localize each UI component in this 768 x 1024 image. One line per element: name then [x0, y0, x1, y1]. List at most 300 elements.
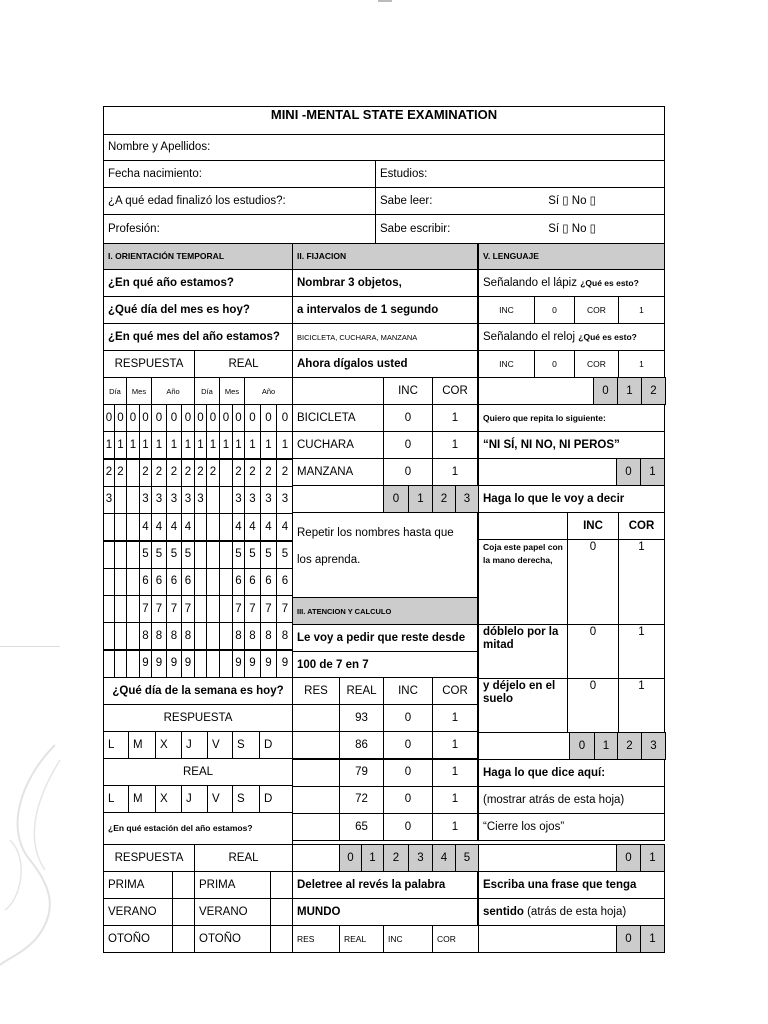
digit-cell[interactable]: 5	[244, 541, 261, 569]
attention-score-option[interactable]: 2	[383, 844, 409, 872]
digit-cell[interactable]	[219, 486, 233, 514]
digit-cell[interactable]: 0	[194, 404, 207, 432]
res-answer-cell[interactable]	[292, 704, 340, 732]
weekday-option[interactable]: S	[232, 731, 260, 759]
digit-cell[interactable]: 2	[139, 459, 152, 487]
weekday-option[interactable]: D	[259, 731, 294, 759]
digit-cell[interactable]: 3	[232, 486, 245, 514]
digit-cell[interactable]: 0	[232, 404, 245, 432]
name-field[interactable]: Nombre y Apellidos:	[103, 134, 665, 161]
digit-cell[interactable]: 0	[206, 404, 220, 432]
digit-cell[interactable]: 6	[244, 568, 261, 596]
digit-cell[interactable]: 1	[151, 431, 167, 459]
cor-score[interactable]: 1	[432, 786, 478, 814]
weekday-option[interactable]: L	[103, 785, 129, 813]
command-drop: y déjelo en el suelo	[478, 678, 568, 733]
digit-cell[interactable]: 7	[139, 595, 152, 623]
digit-cell[interactable]	[126, 513, 140, 541]
digit-cell[interactable]: 1	[139, 431, 152, 459]
inc-score[interactable]: 0	[383, 431, 433, 459]
digit-cell[interactable]: 2	[232, 459, 245, 487]
inc-score[interactable]: 0	[383, 786, 433, 814]
season-checkbox[interactable]	[172, 871, 195, 899]
weekday-option[interactable]: D	[259, 785, 294, 813]
res-answer-cell[interactable]	[292, 731, 340, 759]
what-question: ¿Qué es esto?	[580, 277, 639, 288]
cor-score[interactable]: 1	[432, 731, 478, 759]
inc-header: INC	[383, 677, 433, 705]
inc-score[interactable]: 0	[383, 731, 433, 759]
attention-line-2: 100 de 7 en 7	[292, 651, 478, 679]
blank-cell	[478, 512, 568, 540]
can-write-label: Sabe escribir:	[380, 222, 451, 235]
digit-cell[interactable]: 0	[244, 404, 261, 432]
digit-cell[interactable]	[126, 459, 140, 487]
cor-score[interactable]: 1	[432, 458, 478, 486]
section-title-orientation: I. ORIENTACIÓN TEMPORAL	[103, 243, 293, 270]
blank-cell	[292, 485, 384, 513]
real-header: REAL	[194, 844, 293, 872]
writing-score-option[interactable]: 1	[640, 925, 665, 953]
weekday-option[interactable]: L	[103, 731, 129, 759]
blank-cell	[478, 925, 617, 953]
season-option[interactable]: OTOÑO	[103, 925, 173, 953]
digit-cell[interactable]: 1	[126, 431, 140, 459]
season-checkbox[interactable]	[270, 871, 293, 899]
inc-score[interactable]: 0	[534, 296, 575, 324]
profession-field[interactable]: Profesión:	[103, 214, 376, 244]
digit-cell[interactable]: 3	[276, 486, 294, 514]
digit-cell[interactable]: 4	[232, 513, 245, 541]
season-option[interactable]: OTOÑO	[194, 925, 271, 953]
reading-note: (mostrar atrás de esta hoja)	[478, 786, 665, 814]
respuesta-header: RESPUESTA	[103, 704, 293, 732]
digit-cell[interactable]: 8	[166, 622, 182, 650]
res-header: RES	[292, 925, 340, 953]
cor-score[interactable]: 1	[618, 539, 665, 625]
col-header-day: Día	[194, 377, 220, 405]
digit-cell[interactable]: 0	[181, 404, 195, 432]
digit-cell[interactable]: 9	[139, 650, 152, 678]
reading-instruction: Haga lo que dice aquí:	[478, 759, 665, 787]
season-option[interactable]: VERANO	[194, 898, 271, 926]
weekday-option[interactable]: V	[207, 731, 233, 759]
naming-score-option[interactable]: 1	[617, 377, 642, 405]
decorative-swirl-icon	[0, 740, 70, 970]
question-year: ¿En qué año estamos?	[103, 269, 293, 297]
blank-cell	[478, 377, 594, 405]
season-checkbox[interactable]	[270, 898, 293, 926]
section-title-attention: III. ATENCION Y CALCULO	[292, 597, 478, 625]
decorative-line	[0, 646, 60, 647]
writing-note-text: (atrás de esta hoja)	[527, 905, 627, 918]
pencil-instruction	[478, 269, 665, 297]
digit-cell[interactable]	[206, 541, 220, 569]
digit-cell[interactable]: 3	[139, 486, 152, 514]
digit-cell[interactable]	[126, 595, 140, 623]
cor-header: COR	[574, 350, 619, 378]
object-name: CUCHARA	[292, 431, 384, 459]
attention-line-1: Le voy a pedir que reste desde	[292, 624, 478, 652]
section-title-fixation: II. FIJACION	[292, 243, 478, 270]
res-answer-cell[interactable]	[292, 813, 340, 841]
digit-cell[interactable]: 2	[206, 459, 220, 487]
digit-cell[interactable]	[126, 622, 140, 650]
repeat-line-1: Repetir los nombres hasta que	[297, 527, 454, 539]
inc-score[interactable]: 0	[567, 678, 619, 733]
digit-cell[interactable]: 9	[151, 650, 167, 678]
writing-note	[478, 898, 665, 926]
fixation-line-2: a intervalos de 1 segundo	[292, 296, 478, 324]
res-header: RES	[292, 677, 340, 705]
digit-cell[interactable]: 4	[244, 513, 261, 541]
digit-cell[interactable]: 4	[166, 513, 182, 541]
digit-cell[interactable]: 3	[260, 486, 277, 514]
digit-cell[interactable]: 7	[166, 595, 182, 623]
digit-cell[interactable]	[219, 595, 233, 623]
cor-score[interactable]: 1	[432, 431, 478, 459]
digit-cell[interactable]: 4	[139, 513, 152, 541]
digit-cell[interactable]: 3	[103, 486, 115, 514]
col-header-day: Día	[103, 377, 127, 405]
can-read-options[interactable]: Sí ▯ No ▯	[548, 194, 596, 207]
command-score-option[interactable]: 0	[569, 732, 595, 760]
spell-word: MUNDO	[292, 898, 478, 926]
cor-score[interactable]: 1	[618, 624, 665, 679]
fixation-score-option[interactable]: 3	[455, 485, 479, 513]
digit-cell[interactable]: 0	[219, 404, 233, 432]
naming-score-option[interactable]: 2	[641, 377, 666, 405]
object-name: MANZANA	[292, 458, 384, 486]
can-write-options[interactable]: Sí ▯ No ▯	[548, 222, 596, 235]
digit-cell[interactable]: 7	[181, 595, 195, 623]
command-score-option[interactable]: 1	[594, 732, 618, 760]
digit-cell[interactable]: 6	[276, 568, 294, 596]
cor-header: COR	[574, 296, 619, 324]
inc-header: INC	[478, 296, 535, 324]
digit-cell[interactable]: 7	[232, 595, 245, 623]
weekday-option[interactable]: X	[155, 785, 182, 813]
pencil-label: Señalando el lápiz	[483, 276, 577, 289]
digit-cell[interactable]	[126, 541, 140, 569]
digit-cell[interactable]: 1	[260, 431, 277, 459]
clock-label: Señalando el reloj	[483, 330, 576, 343]
digit-cell[interactable]	[219, 541, 233, 569]
digit-cell[interactable]: 1	[244, 431, 261, 459]
digit-cell[interactable]: 7	[276, 595, 294, 623]
fixation-instruction: Ahora dígalos usted	[292, 350, 478, 378]
digit-cell[interactable]: 9	[260, 650, 277, 678]
digit-cell[interactable]: 9	[232, 650, 245, 678]
cor-score[interactable]: 1	[618, 296, 665, 324]
weekday-option[interactable]: J	[181, 731, 208, 759]
digit-cell[interactable]: 6	[181, 568, 195, 596]
cor-header: COR	[432, 677, 478, 705]
digit-cell[interactable]: 2	[181, 459, 195, 487]
digit-cell[interactable]: 2	[151, 459, 167, 487]
digit-cell[interactable]	[219, 650, 233, 678]
digit-cell[interactable]: 0	[114, 404, 127, 432]
fixation-line-1: Nombrar 3 objetos,	[292, 269, 478, 297]
digit-cell[interactable]	[206, 622, 220, 650]
question-weekday: ¿Qué día de la semana es hoy?	[103, 677, 293, 705]
digit-cell[interactable]	[206, 486, 220, 514]
inc-score[interactable]: 0	[383, 759, 433, 787]
digit-cell[interactable]: 3	[151, 486, 167, 514]
fixation-score-option[interactable]: 0	[383, 485, 409, 513]
digit-cell[interactable]: 0	[139, 404, 152, 432]
res-answer-cell[interactable]	[292, 759, 340, 787]
digit-cell[interactable]: 3	[166, 486, 182, 514]
digit-cell[interactable]: 6	[139, 568, 152, 596]
cor-score[interactable]: 1	[618, 678, 665, 733]
writing-instruction: Escriba una frase que tenga	[478, 871, 665, 899]
object-name: BICICLETA	[292, 404, 384, 432]
fixation-objects: BICICLETA, CUCHARA, MANZANA	[292, 323, 478, 351]
weekday-option[interactable]: S	[232, 785, 260, 813]
digit-cell[interactable]: 1	[181, 431, 195, 459]
can-read-field[interactable]	[375, 187, 665, 215]
digit-cell[interactable]: 0	[103, 404, 115, 432]
digit-cell[interactable]: 2	[194, 459, 207, 487]
fixation-score-option[interactable]: 2	[432, 485, 456, 513]
digit-cell[interactable]: 6	[166, 568, 182, 596]
digit-cell[interactable]: 3	[181, 486, 195, 514]
digit-cell[interactable]: 9	[244, 650, 261, 678]
command-instruction: Haga lo que le voy a decir	[478, 485, 665, 513]
digit-cell[interactable]: 4	[260, 513, 277, 541]
subtraction-value: 79	[339, 759, 384, 787]
digit-cell[interactable]: 0	[260, 404, 277, 432]
subtraction-value: 72	[339, 786, 384, 814]
question-month: ¿En qué mes del año estamos?	[103, 323, 293, 351]
subtraction-value: 93	[339, 704, 384, 732]
question-season: ¿En qué estación del año estamos?	[103, 812, 293, 845]
digit-cell[interactable]	[206, 650, 220, 678]
digit-cell[interactable]: 2	[166, 459, 182, 487]
digit-cell[interactable]	[219, 459, 233, 487]
respuesta-header: RESPUESTA	[103, 350, 195, 378]
digit-cell[interactable]: 1	[194, 431, 207, 459]
inc-score[interactable]: 0	[383, 813, 433, 841]
blank-cell	[292, 377, 384, 405]
digit-cell[interactable]: 3	[194, 486, 207, 514]
blank-cell	[478, 732, 570, 760]
digit-cell[interactable]: 3	[244, 486, 261, 514]
digit-cell[interactable]: 1	[114, 431, 127, 459]
inc-header: INC	[478, 350, 535, 378]
naming-score-option[interactable]: 0	[593, 377, 618, 405]
cor-score[interactable]: 1	[432, 704, 478, 732]
digit-cell[interactable]: 4	[181, 513, 195, 541]
can-write-field[interactable]	[375, 214, 665, 244]
cor-header: COR	[432, 925, 479, 953]
inc-score[interactable]: 0	[383, 704, 433, 732]
digit-cell[interactable]: 7	[260, 595, 277, 623]
digit-cell[interactable]: 5	[139, 541, 152, 569]
inc-header: INC	[383, 925, 433, 953]
digit-cell[interactable]: 7	[151, 595, 167, 623]
attention-score-option[interactable]: 5	[455, 844, 479, 872]
section-title-language: V. LENGUAJE	[478, 243, 665, 270]
digit-cell[interactable]: 8	[260, 622, 277, 650]
digit-cell[interactable]: 6	[151, 568, 167, 596]
inc-score[interactable]: 0	[567, 624, 619, 679]
spell-instruction: Deletree al revés la palabra	[292, 871, 478, 899]
digit-cell[interactable]: 4	[276, 513, 294, 541]
digit-cell[interactable]: 5	[276, 541, 294, 569]
digit-cell[interactable]: 0	[151, 404, 167, 432]
writing-score-option[interactable]: 0	[616, 925, 641, 953]
subtraction-value: 65	[339, 813, 384, 841]
digit-cell[interactable]: 4	[151, 513, 167, 541]
reading-score-option[interactable]: 0	[616, 844, 641, 872]
digit-cell[interactable]: 8	[151, 622, 167, 650]
digit-cell[interactable]: 1	[219, 431, 233, 459]
digit-cell[interactable]: 0	[276, 404, 294, 432]
real-header: REAL	[339, 925, 384, 953]
real-header: REAL	[103, 758, 293, 786]
question-day-of-month: ¿Qué día del mes es hoy?	[103, 296, 293, 324]
digit-cell[interactable]: 1	[206, 431, 220, 459]
what-question: ¿Qué es esto?	[578, 331, 637, 342]
season-option[interactable]: VERANO	[103, 898, 173, 926]
digit-cell[interactable]	[126, 486, 140, 514]
digit-cell[interactable]	[206, 513, 220, 541]
weekday-option[interactable]: X	[155, 731, 182, 759]
can-read-label: Sabe leer:	[380, 194, 433, 207]
col-header-year: Año	[244, 377, 293, 405]
command-fold: dóblelo por la mitad	[478, 624, 568, 679]
digit-cell[interactable]: 7	[244, 595, 261, 623]
repeat-instruction: Quiero que repita lo siguiente:	[478, 404, 665, 432]
season-checkbox[interactable]	[270, 925, 293, 953]
weekday-option[interactable]: J	[181, 785, 208, 813]
command-score-option[interactable]: 2	[617, 732, 642, 760]
digit-cell[interactable]: 6	[232, 568, 245, 596]
season-checkbox[interactable]	[172, 898, 195, 926]
digit-cell[interactable]: 1	[232, 431, 245, 459]
inc-header: INC	[567, 512, 619, 540]
digit-cell[interactable]: 5	[260, 541, 277, 569]
respuesta-header: RESPUESTA	[103, 844, 195, 872]
inc-score[interactable]: 0	[383, 404, 433, 432]
digit-cell[interactable]: 1	[276, 431, 294, 459]
col-header-month: Mes	[126, 377, 152, 405]
top-mark	[378, 0, 392, 2]
subtraction-value: 86	[339, 731, 384, 759]
repeat-phrase: “NI SÍ, NI NO, NI PEROS”	[478, 431, 665, 459]
digit-cell[interactable]: 8	[232, 622, 245, 650]
season-option[interactable]: PRIMA	[194, 871, 271, 899]
reading-phrase: “Cierre los ojos”	[478, 813, 665, 841]
digit-cell[interactable]: 9	[166, 650, 182, 678]
digit-cell[interactable]: 5	[151, 541, 167, 569]
digit-cell[interactable]: 8	[244, 622, 261, 650]
cor-header: COR	[618, 512, 665, 540]
digit-cell[interactable]: 8	[276, 622, 294, 650]
season-checkbox[interactable]	[172, 925, 195, 953]
digit-cell[interactable]: 8	[181, 622, 195, 650]
col-header-year: Año	[151, 377, 195, 405]
attention-score-option[interactable]: 3	[408, 844, 433, 872]
command-take-paper: Coja este papel con la mano derecha,	[478, 539, 568, 625]
blank-cell	[478, 458, 617, 486]
cor-score[interactable]: 1	[432, 813, 478, 841]
digit-cell[interactable]: 2	[103, 459, 115, 487]
command-score-option[interactable]: 3	[641, 732, 666, 760]
digit-cell[interactable]	[206, 568, 220, 596]
digit-cell[interactable]: 2	[244, 459, 261, 487]
digit-cell[interactable]: 1	[103, 431, 115, 459]
attention-score-option[interactable]: 0	[339, 844, 362, 872]
digit-cell[interactable]: 5	[166, 541, 182, 569]
digit-cell[interactable]: 6	[260, 568, 277, 596]
cor-score[interactable]: 1	[432, 404, 478, 432]
blank-cell	[478, 844, 617, 872]
cor-score[interactable]: 1	[618, 350, 665, 378]
writing-sentido: sentido	[483, 905, 524, 918]
inc-score[interactable]: 0	[534, 350, 575, 378]
digit-cell[interactable]	[126, 650, 140, 678]
cor-header: COR	[432, 377, 478, 405]
digit-cell[interactable]	[219, 622, 233, 650]
digit-cell[interactable]	[126, 568, 140, 596]
repeat-score-option[interactable]: 1	[640, 458, 665, 486]
digit-cell[interactable]: 9	[181, 650, 195, 678]
weekday-option[interactable]: M	[128, 785, 156, 813]
inc-score[interactable]: 0	[567, 539, 619, 625]
digit-cell[interactable]	[206, 595, 220, 623]
attention-score-option[interactable]: 1	[361, 844, 384, 872]
repeat-score-option[interactable]: 0	[616, 458, 641, 486]
attention-score-option[interactable]: 4	[432, 844, 456, 872]
res-answer-cell[interactable]	[292, 786, 340, 814]
fixation-score-option[interactable]: 1	[408, 485, 433, 513]
clock-instruction	[478, 323, 665, 351]
digit-cell[interactable]	[219, 568, 233, 596]
mmse-form	[103, 106, 665, 952]
digit-cell[interactable]: 5	[232, 541, 245, 569]
weekday-option[interactable]: V	[207, 785, 233, 813]
repeat-instruction	[292, 512, 478, 598]
study-age-field[interactable]: ¿A qué edad finalizó los estudios?:	[103, 187, 376, 215]
digit-cell[interactable]: 2	[114, 459, 127, 487]
digit-cell[interactable]: 8	[139, 622, 152, 650]
real-header: REAL	[194, 350, 293, 378]
digit-cell[interactable]: 0	[126, 404, 140, 432]
digit-cell[interactable]: 1	[166, 431, 182, 459]
studies-field[interactable]: Estudios:	[375, 160, 665, 188]
weekday-option[interactable]: M	[128, 731, 156, 759]
digit-cell[interactable]	[219, 513, 233, 541]
blank-cell	[292, 844, 340, 872]
birthdate-field[interactable]: Fecha nacimiento:	[103, 160, 376, 188]
digit-cell[interactable]: 2	[260, 459, 277, 487]
digit-cell[interactable]: 2	[276, 459, 294, 487]
form-title: MINI -MENTAL STATE EXAMINATION	[103, 106, 665, 135]
digit-cell[interactable]: 9	[276, 650, 294, 678]
digit-cell[interactable]: 5	[181, 541, 195, 569]
cor-score[interactable]: 1	[432, 759, 478, 787]
digit-cell[interactable]: 0	[166, 404, 182, 432]
inc-score[interactable]: 0	[383, 458, 433, 486]
col-header-month: Mes	[219, 377, 245, 405]
inc-header: INC	[383, 377, 433, 405]
season-option[interactable]: PRIMA	[103, 871, 173, 899]
reading-score-option[interactable]: 1	[640, 844, 665, 872]
real-header: REAL	[339, 677, 384, 705]
